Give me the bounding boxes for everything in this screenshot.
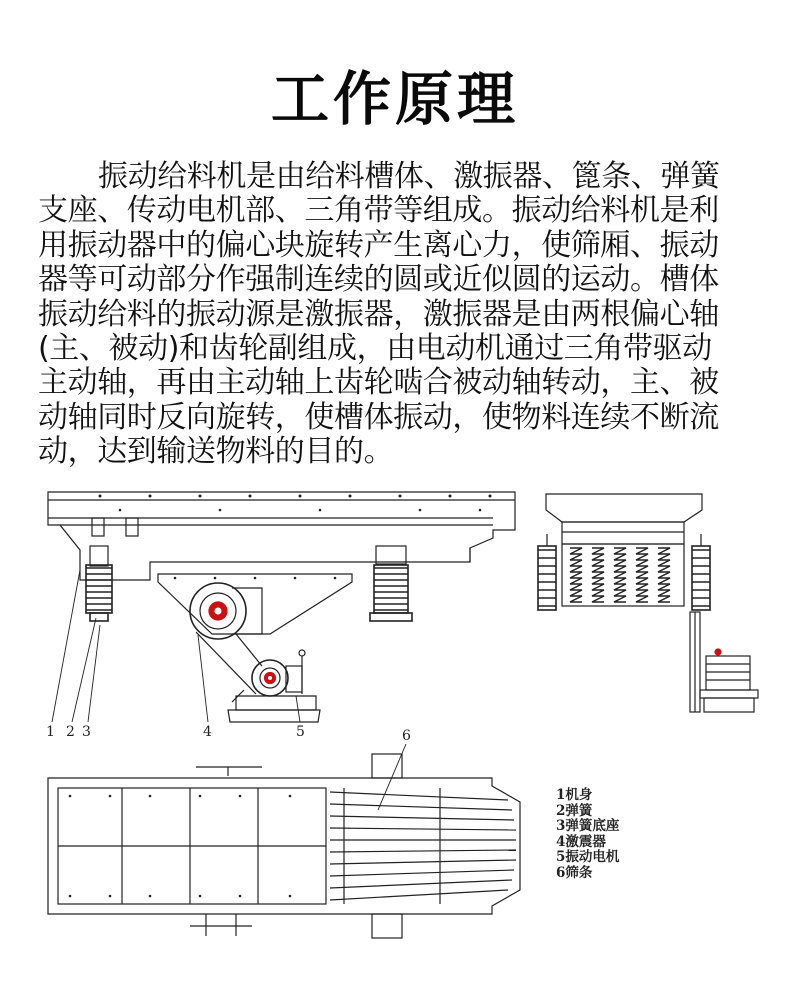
paragraph-line: 支座、传动电机部、三角带等组成。振动给料机是利: [38, 193, 719, 229]
paragraph-line: 动轴同时反向旋转，使槽体振动，使物料连续不断流: [38, 399, 719, 435]
legend-item: 5振动电机: [556, 849, 620, 865]
callout-4: 4: [203, 724, 212, 740]
feeder-technical-drawing: [0, 470, 790, 970]
legend-item: 1机身: [556, 787, 593, 803]
left-spring: [86, 565, 112, 621]
legend-item: 4激震器: [556, 833, 606, 850]
paragraph-line: 主动轴，再由主动轴上齿轮啮合被动轴转动，主、被: [38, 365, 719, 401]
callout-1: 1: [46, 724, 55, 740]
paragraph-line: 振动给料的振动源是激振器，激振器是由两根偏心轴: [38, 296, 719, 332]
description-paragraph: [38, 160, 754, 470]
right-spring: [370, 565, 412, 621]
legend-item: 3弹簧底座: [556, 818, 620, 834]
paragraph-line: 动，达到输送物料的目的。: [38, 434, 394, 470]
paragraph-line: (主、被动)和齿轮副组成，由电动机通过三角带驱动: [38, 331, 712, 367]
callout-5: 5: [296, 724, 305, 740]
paragraph-line: 器等可动部分作强制连续的圆或近似圆的运动。槽体: [38, 262, 719, 298]
plan-view: [48, 728, 520, 938]
page-title: 工作原理: [270, 65, 519, 133]
legend-item: 6筛条: [556, 864, 593, 881]
side-elevation-view: [46, 492, 515, 740]
callout-2: 2: [66, 724, 75, 740]
end-view-motor: [700, 649, 758, 712]
legend-item: 2弹簧: [556, 802, 593, 819]
callout-6: 6: [402, 728, 411, 744]
end-elevation-view: [538, 494, 758, 712]
diagram-legend: [556, 788, 619, 881]
callout-3: 3: [82, 724, 91, 740]
grate-bars: [330, 788, 516, 904]
exciter-unit: [190, 583, 262, 639]
paragraph-line: 用振动器中的偏心块旋转产生离心力，使筛厢、振动: [38, 227, 719, 263]
vibration-motor: [252, 650, 305, 696]
rivet-row: [99, 495, 492, 512]
paragraph-line: 振动给料机是由给料槽体、激振器、篦条、弹簧: [98, 159, 720, 194]
